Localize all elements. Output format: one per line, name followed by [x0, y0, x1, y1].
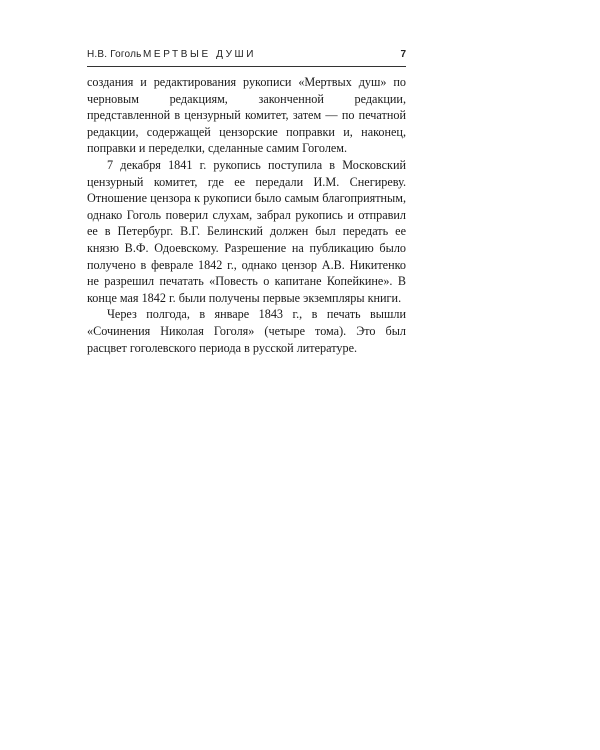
paragraph-publication: Через полгода, в январе 1843 г., в печать вышли «Сочинения Николая Гоголя» (четыре тома). Это был расцвет гоголевского периода в русской литературе. — [87, 307, 406, 355]
body-text — [87, 74, 406, 356]
header-rule — [87, 66, 406, 67]
running-head-title: МЕРТВЫЕ ДУШИ — [143, 49, 257, 60]
page-number: 7 — [400, 49, 406, 60]
paragraph-censorship: 7 декабря 1841 г. рукопись поступила в Московский цензурный комитет, где ее передали И.М. Снегиреву. Отношение цензора к рукописи было самым благоприятным, однако Гоголь поверил слухам, забрал рукопись и отправил ее в Петербург. В.Г. Белинский должен был передать ее князю В.Ф. Одоевскому. Разрешение на публикацию было получено в феврале 1842 г., однако цензор А.В. Никитенко не разрешил печатать «Повесть о капитане Копейкине». В конце мая 1842 г. были получены первые экземпляры книги. — [87, 157, 406, 305]
paragraph-continued: создания и редактирования рукописи «Мертвых душ» по черновым редакциям, законченной редакции, представленной в цензурный комитет, затем — по печатной редакции, содержащей цензорские поправки и, наконец, поправки и переделки, сделанные самим Гоголем. — [87, 75, 406, 156]
running-head-author: Н.В. Гоголь — [87, 49, 142, 60]
